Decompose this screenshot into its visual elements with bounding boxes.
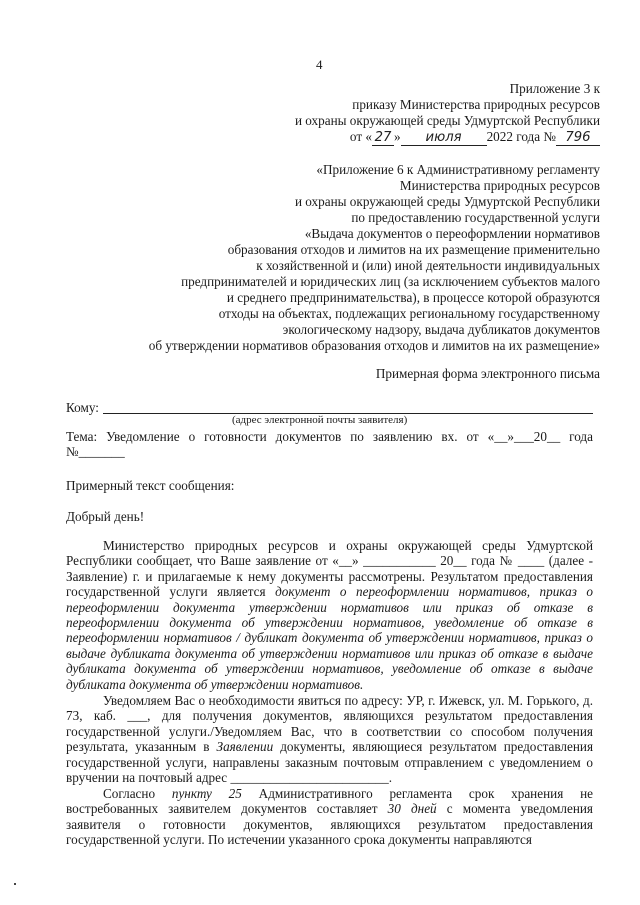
subject-line: Тема: Уведомление о готовности документов по заявлению вх. от «__»___20__ года: [66, 429, 593, 444]
handwritten-number: 796: [556, 130, 600, 146]
greeting: Добрый день!: [66, 509, 145, 524]
appendix-line: «Выдача документов о переоформлении нормативов: [304, 226, 600, 241]
appendix-line: и охраны окружающей среды Удмуртской Республики: [294, 194, 600, 209]
storage-text-mid: Административного регламента срок хранения не востребованных заявителем документов составляет: [66, 786, 593, 817]
appendix-line: к хозяйственной и (или) иной деятельности индивидуальных: [256, 258, 600, 273]
result-italic: документ о переоформлении нормативов, приказ о переоформлении документа утверждении нормативов или приказ об отказе в переоформлении документа об утверждении нормативов, уведомление об отказе в переоформлении нормативов / дубликат документа об утверждении нормативов, приказ о выдаче дубликата документа об утверждении нормативов или приказ об отказе в выдаче дубликата документа об утверждении нормативов, уведомление об отказе в выдаче дубликата документа об утверждении нормативов.: [66, 584, 593, 692]
date-year: 2022 года №: [486, 129, 556, 144]
subject-block: [66, 429, 593, 460]
appendix-line: предпринимателей и юридических лиц (за исключением субъектов малого: [181, 274, 600, 289]
storage-text: Согласно: [103, 786, 172, 801]
date-mid: »: [393, 129, 401, 144]
handwritten-day: 27: [372, 130, 394, 146]
appendix-line: по предоставлению государственной услуги: [351, 210, 600, 225]
form-title: Примерная форма электронного письма: [375, 366, 600, 381]
paragraph-storage: [66, 786, 593, 848]
paragraph-notice: [66, 693, 593, 785]
date-prefix: от «: [349, 129, 372, 144]
appendix-line: «Приложение 6 к Административному регламенту: [316, 162, 600, 177]
subject-number: №_______: [66, 444, 125, 460]
storage-text-end: с момента уведомления заявителя о готовности документов, являющихся результатом предоставления государственной услуги. По истечении указанного срока документы направляются: [66, 801, 593, 848]
scan-speck: [14, 883, 16, 885]
appendix-line: экологическому надзору, выдача дубликатов документов: [282, 322, 600, 337]
result-text: Министерство природных ресурсов и охраны окружающей среды Удмуртской Республики сообщает, что Ваше заявление от «__» ___________ 20__ года № ____ (далее - Заявление) г. и прилагаемые к нему документы рассмотрены. Результатом предоставления государственной услуги является: [66, 538, 593, 600]
appendix-line: образования отходов и лимитов на их размещение применительно: [227, 242, 600, 257]
appendix-line: об утверждении нормативов образования отходов и лимитов на их размещение»: [148, 338, 600, 353]
appendix-line: и среднего предпринимательства), в процессе которой образуются: [226, 290, 600, 305]
to-label: Кому:: [66, 400, 99, 415]
paragraph-result: [66, 538, 593, 692]
to-caption: (адрес электронной почты заявителя): [232, 414, 408, 426]
storage-italic-clause: пункту 25: [171, 786, 242, 801]
header-line: и охраны окружающей среды Удмуртской Республики: [294, 113, 600, 128]
handwritten-month: июля: [401, 130, 487, 146]
header-line: приказу Министерства природных ресурсов: [352, 97, 600, 112]
storage-italic-days: 30 дней: [387, 801, 437, 817]
appendix-line: Министерства природных ресурсов: [399, 178, 600, 193]
sample-label: Примерный текст сообщения:: [66, 478, 235, 493]
page-number: 4: [316, 57, 323, 72]
appendix-line: отходы на объектах, подлежащих региональному государственному: [218, 306, 600, 321]
notice-text: Уведомляем Вас о необходимости явиться по адресу: УР, г. Ижевск, ул. М. Горького, д. 73, каб. ___, для получения документов, являющихся результатом предоставления государственной услуги./Уведомляем Вас, что в соответствии со способом получения результата, указанным в: [66, 693, 593, 755]
header-date: [350, 129, 600, 146]
header-line: Приложение 3 к: [509, 81, 600, 96]
notice-italic: Заявлении: [216, 739, 274, 755]
notice-text-end: документы, являющиеся результатом предоставления государственной услуги, направлены заказным почтовым отправлением с уведомлением о вручении на почтовый адрес ________________________.: [66, 739, 594, 786]
